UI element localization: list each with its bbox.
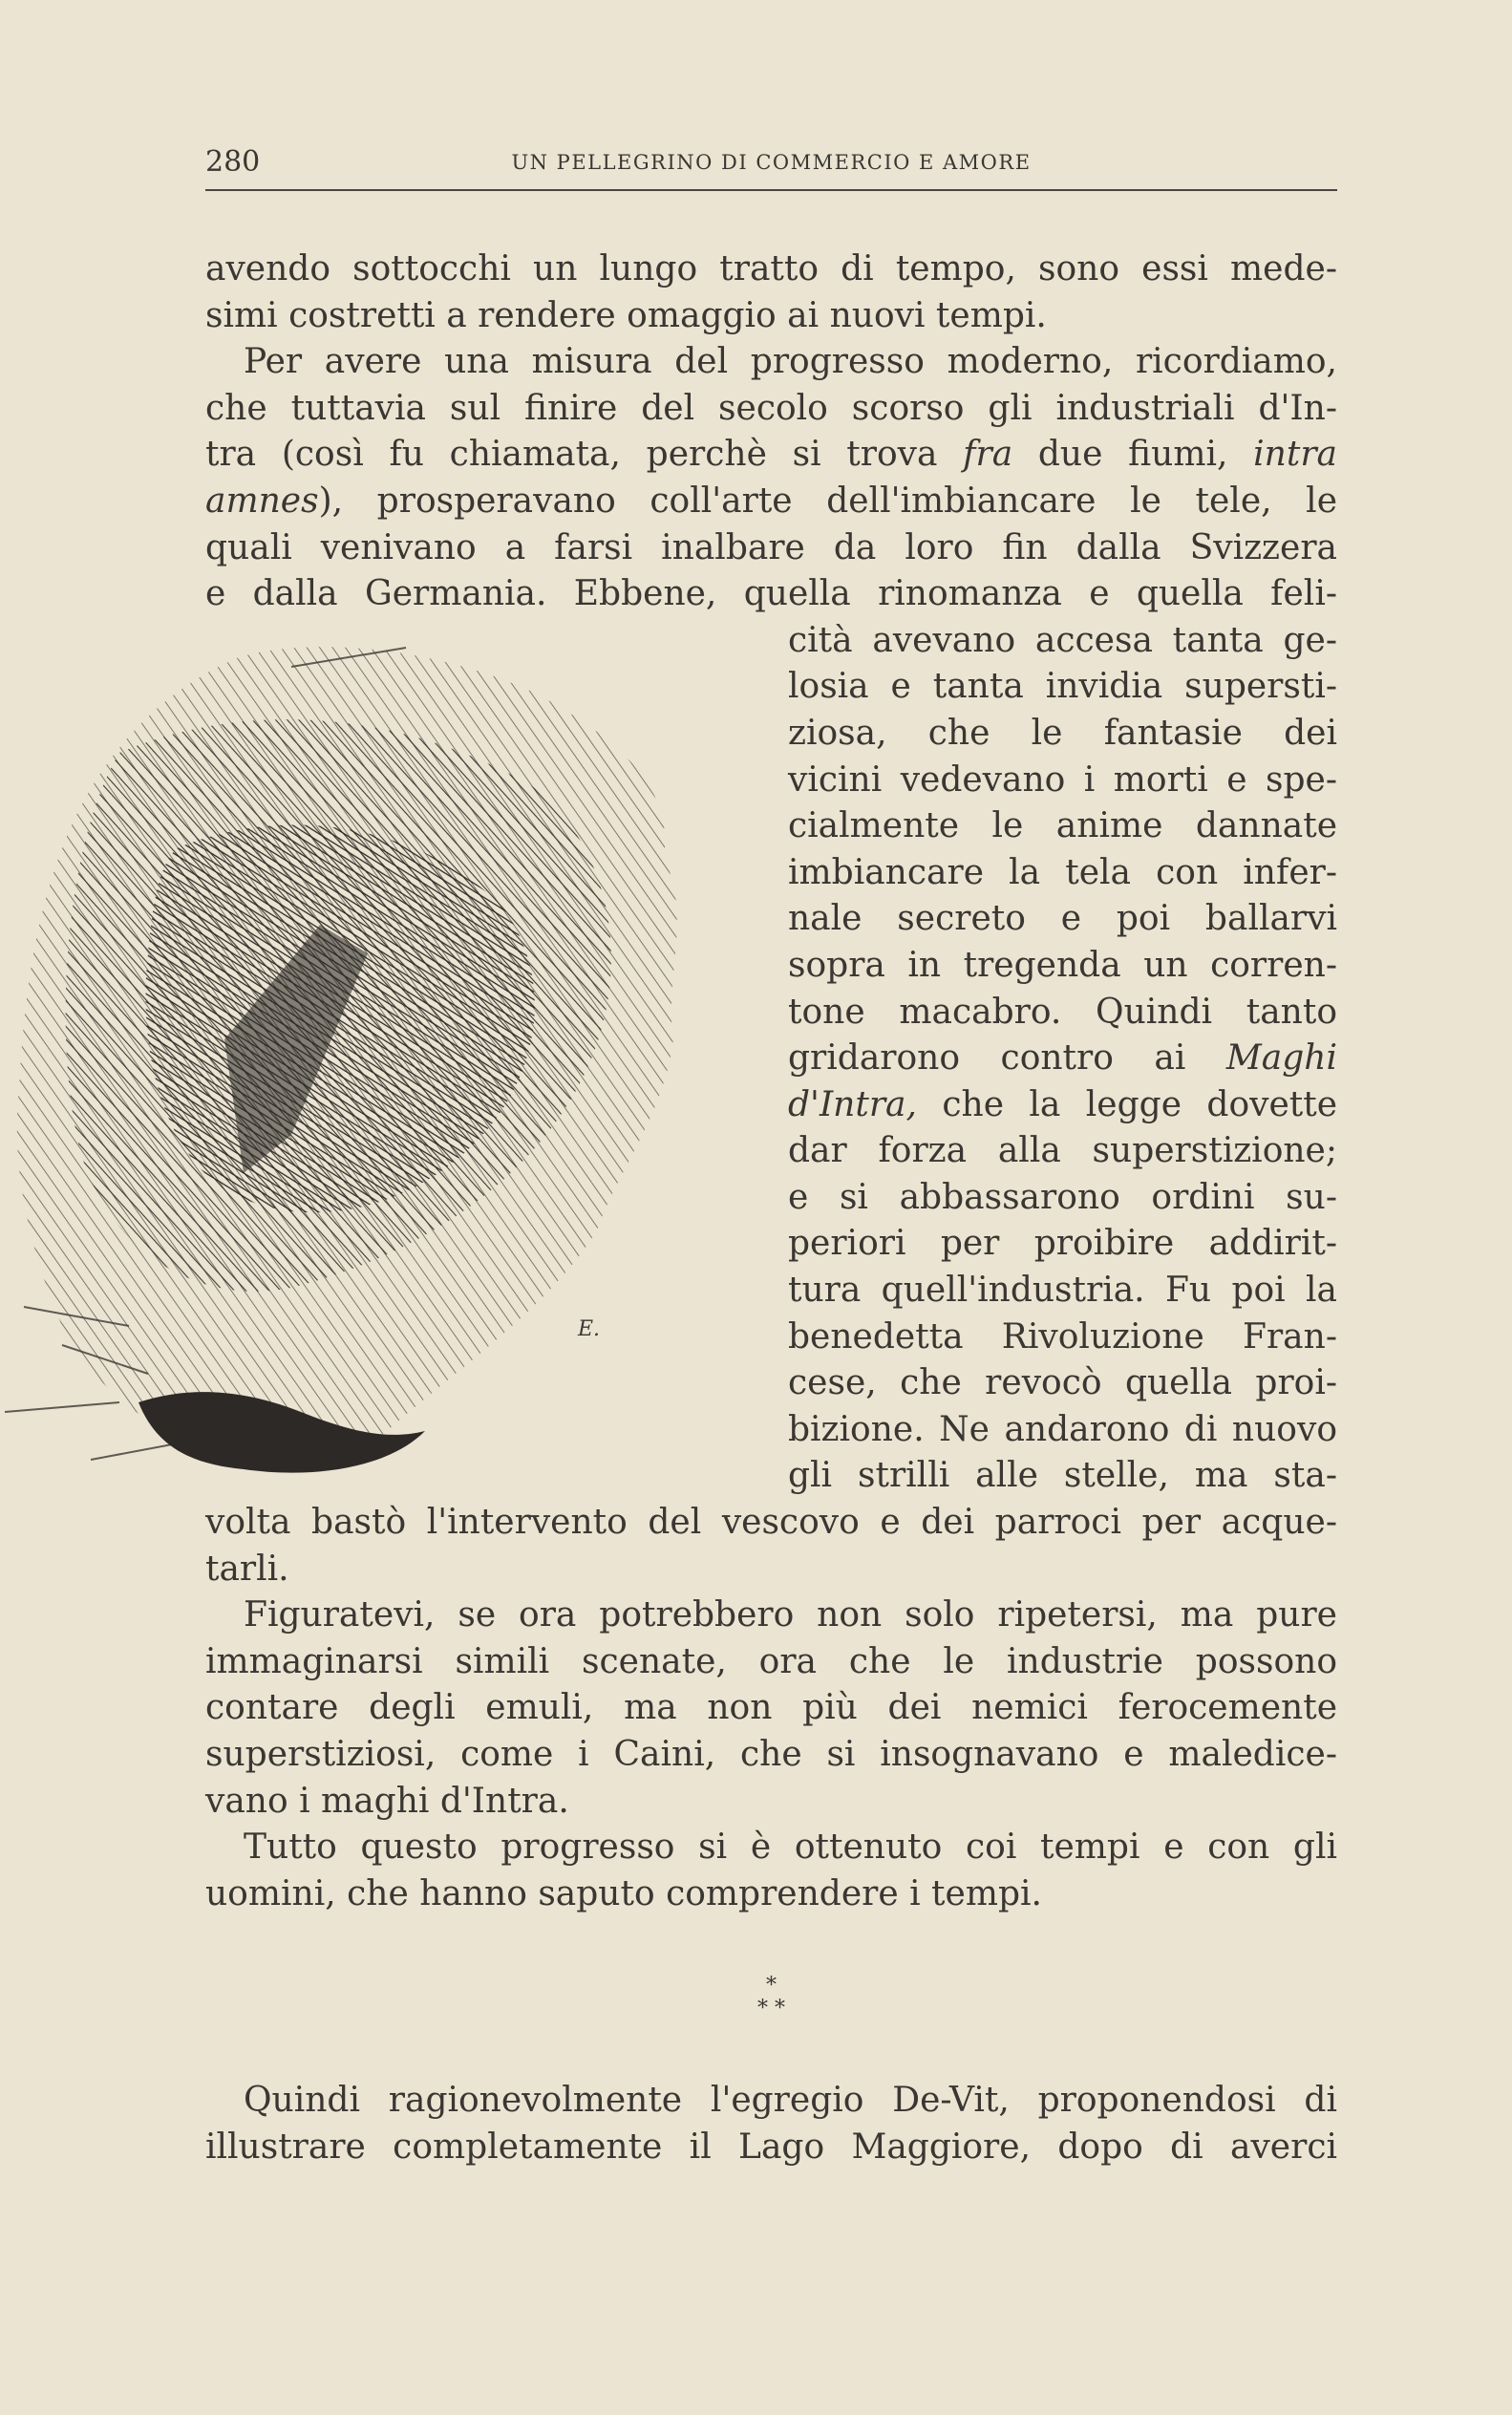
text-line: gli strilli alle stelle, ma sta- [788, 1456, 1337, 1496]
text-line: superstiziosi, come i Caini, che si insognavano e maledice- [205, 1735, 1337, 1774]
text-line: simi costretti a rendere omaggio ai nuovi tempi. [205, 295, 1047, 335]
section-gap [205, 2020, 1337, 2078]
text-line [788, 1082, 1337, 1129]
text-line: e dalla Germania. Ebbene, quella rinomanza e quella feli- [205, 574, 1337, 614]
text-line: imbiancare la tela con infer- [788, 852, 1337, 892]
engraver-signature: E. [578, 1317, 601, 1341]
text-line: Quindi ragionevolmente l'egregio De-Vit, proponendosi di [244, 2081, 1337, 2121]
text-line: uomini, che hanno saputo comprendere i tempi. [205, 1873, 1042, 1913]
text-line: Per avere una misura del progresso moderno, ricordiamo, [244, 342, 1337, 382]
body-text [205, 246, 1337, 2171]
text-line: Tutto questo progresso si è ottenuto coi tempi e con gli [244, 1827, 1337, 1868]
text-line [205, 479, 1337, 525]
text-line: tone macabro. Quindi tanto [788, 992, 1337, 1032]
text-line: quali venivano a farsi inalbare da loro fin dalla Svizzera [205, 527, 1337, 567]
text-line: tarli. [205, 1549, 289, 1589]
text-line: contare degli emuli, ma non più dei nemici ferocemente [205, 1688, 1337, 1728]
asterism-bottom: * * [757, 1997, 785, 2021]
text-line [788, 1036, 1337, 1082]
text-run: gridarono contro ai [788, 1038, 1226, 1079]
text-line: Figuratevi, se ora potrebbero non solo ripetersi, ma pure [244, 1595, 1337, 1635]
text-run: tra (così fu chiamata, perchè si trova [205, 435, 964, 475]
text-line: cità avevano accesa tanta ge- [788, 620, 1337, 660]
text-line [205, 432, 1337, 479]
running-title: UN PELLEGRINO DI COMMERCIO E AMORE [511, 151, 1032, 174]
section-asterism [205, 1975, 1337, 2020]
text-line: cese, che revocò quella proi- [788, 1363, 1337, 1403]
page-header [205, 141, 1337, 191]
page-number: 280 [205, 145, 261, 179]
text-run: ), prosperavano coll'arte dell'imbiancare le tele, le [318, 481, 1337, 521]
text-line: cialmente le anime dannate [788, 806, 1337, 846]
text-line: dar forza alla superstizione; [788, 1131, 1337, 1171]
text-run: che la legge dovette [916, 1084, 1337, 1124]
text-line: volta bastò l'intervento del vescovo e dei parroci per acque- [205, 1503, 1337, 1543]
italic-run: amnes [205, 481, 319, 521]
text-line: bizione. Ne andarono di nuovo [788, 1409, 1337, 1449]
text-line: benedetta Rivoluzione Fran- [788, 1316, 1337, 1357]
text-run: due fiumi, [1012, 435, 1254, 475]
text-line: avendo sottocchi un lungo tratto di tempo, sono essi mede- [205, 249, 1337, 289]
italic-run: fra [963, 435, 1013, 475]
text-line: sopra in tregenda un corren- [788, 945, 1337, 985]
text-line: immaginarsi simili scenate, ora che le industrie possono [205, 1641, 1337, 1681]
text-line: nale secreto e poi ballarvi [788, 899, 1337, 939]
italic-run: intra [1253, 435, 1337, 475]
text-line: che tuttavia sul finire del secolo scorso gli industriali d'In- [205, 388, 1337, 428]
italic-run: Maghi [1225, 1038, 1337, 1079]
text-line: ziosa, che le fantasie dei [788, 713, 1337, 753]
text-line: e si abbassarono ordini su- [788, 1177, 1337, 1217]
section-gap [205, 1917, 1337, 1975]
text-line: illustrare completamente il Lago Maggiore, dopo di averci [205, 2126, 1337, 2167]
italic-run: d'Intra, [788, 1084, 917, 1124]
text-line: periori per proibire addirit- [788, 1224, 1337, 1264]
asterism-top: * [766, 1974, 777, 1998]
text-line: tura quell'industria. Fu poi la [788, 1271, 1337, 1311]
text-line: vicini vedevano i morti e spe- [788, 759, 1337, 800]
text-line: vano i maghi d'Intra. [205, 1781, 569, 1821]
text-line: losia e tanta invidia supersti- [788, 667, 1337, 707]
